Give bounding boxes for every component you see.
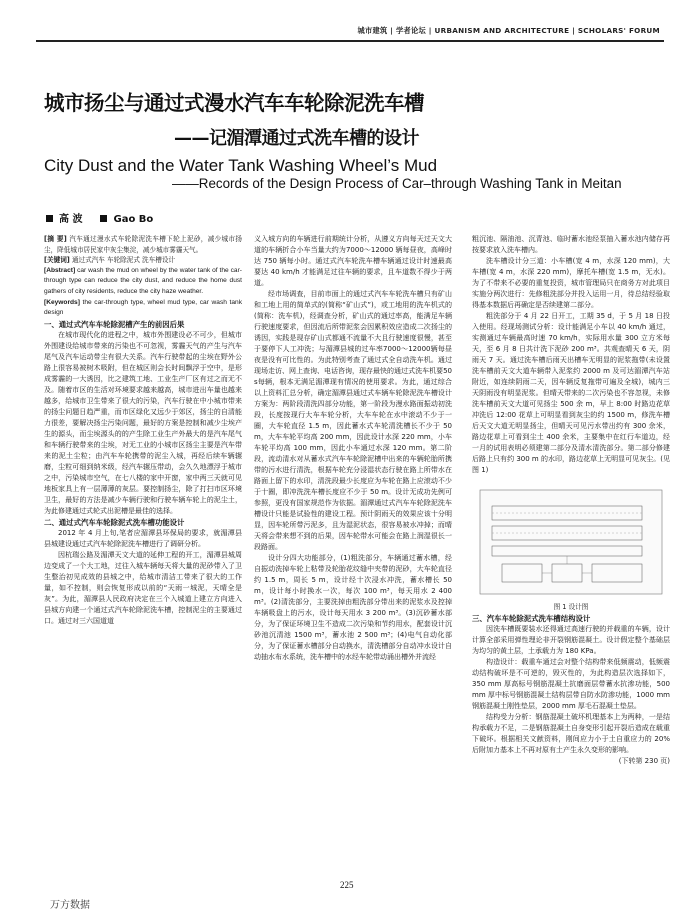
title-en: City Dust and the Water Tank Washing Wheel’s Mud [44, 156, 438, 175]
design-drawing-icon [472, 482, 670, 602]
paragraph: 经市场调查，目前市面上的通过式汽车车轮洗车槽只有矿山和工地上用的简单式的(简称“矿山式”)，或工地用的洗车机式的(简称：洗车机)，经调查分析，矿山式的通过率高，能满足车辆行驶速度要求，但因流后所带泥浆会因累积效应造成二次扬尘的诱因，实践是现存矿山式都通不流量不大且行驶速度很慢，甚至于要停下人工冲洗；与湄潭县城的过车率7000～12000辆每昼夜是没有可比性的。为此特别考查了通过式全自动洗车机。通过现场走访、网上查询、电话咨询，现存最快的通过式洗车机要50 s每辆，根本无满足湄潭现有情况的使用要求。为此，通过综合以上资料汇总分析，确定湄潭县通过式车辆车轮除泥洗车槽设计方案为：两阶段清洗四部分功能，第一阶段为漫水路面振动初洗段，长度按现行大车车轮分析，大车车轮在水中滚动不少于一圈，大车轮直径 1.5 m，因此蓄水式车轮清洗槽长不少于 50 m，大车车轮平均高 200 mm，因此设计水深 220 mm，小车车轮平均高 100 mm，因此小车通过水深 120 mm。第二阶段，流动清水对从蓄水式汽车车轮除泥槽中出来的车辆轮胎所携带的污水进行清洗，根据车轮充分浸湿状态行驶在路上所带水在路面上留下的水印，清洗段最少长度应为车轮在路上应滚动不少于十圈，即冲洗洗车槽长度应不少于 50 m。设计无成功先例可参照，更没有国家规范作为依据。湄潭通过式汽车车轮除泥洗车槽设计只能是试验性的建设工程。预计阴雨天的效果应该十分明显，因车轮所带污泥多，且为湿泥状态，很容易被水冲掉；而晴天将会带来想不到的后果，因车轮带水可能会在路上润湿很长一段路面。 [254, 290, 452, 551]
keywords-cn [44, 255, 242, 266]
abstract-cn [44, 234, 242, 255]
keywords-en-label: [Keywords] [44, 298, 80, 306]
running-header: 城市建筑 | 学者论坛 | URBANISM AND ARCHITECTURE | SCHOLARS' FORUM [357, 26, 660, 35]
paragraph: 2012 年 4 月上旬,笔者应湄潭县环保局的要求，就湄潭县县城建设通过式汽车轮除泥洗车槽进行了调研分析。 [44, 528, 242, 548]
author-cn: 高 波 [59, 214, 83, 225]
abstract-en [44, 266, 242, 298]
keywords-en-text: the car-through type, wheel mud type, car wash tank design [44, 298, 242, 317]
section-3-title: 三、汽车车轮除泥式洗车槽结构设计 [472, 614, 591, 623]
bullet-square-icon [100, 215, 107, 222]
abstract-cn-label: [摘 要] [44, 235, 67, 243]
continued-note: (下转第 230 页) [618, 757, 670, 765]
paragraph: 在城市现代化的进程之中，城市外围建设必不可少，但城市外围建设给城市带来的污染也不可忽视，雾霾天气的产生与汽车尾气及汽车运动带尘有很大关系。汽车行驶带起的尘埃在野外公路上很容易被树木吸附，但在城区则会长时间飘浮于空中，是形成雾霾的一大诱因，比之建筑工地、工业生产厂区有过之而无不及。随着市区的生活对环境要求越来越高，城市进出车量也越来越多，给城市卫生带来了很大的污染，汽车行驶在中小城市带来的扬尘问题日趋严重，而市区绿化又远少于郊区，扬尘的自清能力很差，要解决扬尘污染问题，最好的方案是控制和减少尘埃产生的源头，而尘埃源头的的产生除工业生产外最大的是汽车尾气和车辆行驶带来的尘埃，对无工业的小城市区扬尘主要是汽车带来的泥土尘粒；由汽车车轮携带的泥尘入城，再经后续车辆辗磨，尘粒可细到纳米级，经汽车辗压带动，会久久地漂浮于城市之中，污染城市空气，在七八楼的家中开窗，家中两三天就可见地板家具上有一层薄薄的灰层。要控制扬尘，除了打扫市区环境卫生，最好的方法是减少车辆行驶和行驶车辆车轮上的泥尘土，为此修建通过式轮式出泥槽是最佳的选择。 [44, 330, 242, 515]
paragraph: 粗洗部分于 4 月 22 日开工，工期 35 d，于 5 月 18 日投入使用。经现场测试分析：设计能满足小车以 40 km/h 通过，实测通过车辆最高时速 70 km/h，实际用水量 300 立方米每天，至 6 月 8 日共计洗下泥砂 200 m³。共观查晴天 6 天，阴雨天 7 天。通过洗车槽后雨天出槽车无明显的泥浆拖带(未设置洗车槽前天文大道车辆带入泥浆约 2000 m 及可达湄潭汽车站附近，如连续阴雨二天，因车辆反复拖带可遍及全城)，城内三天阴雨没有明显泥浆。但晴天带来的二次污染也不容忽视，未修洗车槽前天文大道可见扬尘 500 余 m，早上 8:00 时路边花草冲洗后 12:00 花草上可明显看到灰尘的约 1500 m，修洗车槽后天文大道无明显扬尘，但晴天可见污水带出约有 300 余米，路边花草上可看到尘土 400 余米，主要集中在红行车道边，经一月的试用表明必须建第二部分及清水清洗部分。第二部分修建后路上只有约 300 m 的水印，路边花草上无明显可见灰尘。(见图 1) [472, 312, 670, 474]
header-rule [36, 40, 664, 42]
paragraph: 因杭瑞公路及湄潭天文大道的延伸工程的开工，湄潭县城周边变成了一个大工地，过往入城车辆每天将大量的泥砂带入了卫生整治初见成效的县城之中，给城市清洁工带来了很大的工作量，如不控制，则会恢复形成以前的“天雨一城泥，天晴全是灰”。为此，湄潭县人民政府决定在三个入城道上建立方向进入县城方向建一个通过式汽车轮除泥洗车槽，控制泥尘的主要通过口。通过对三六国道道 [44, 550, 242, 625]
subtitle-cn: ——记湄潭通过式洗车槽的设计 [174, 128, 419, 149]
author-en: Gao Bo [113, 214, 154, 225]
abstract-en-label: [Abstract] [44, 266, 76, 274]
paragraph: 结构受力分析：钢筋混凝土破坏机理基本上为两种，一是结构承载力不足，二是钢筋混凝土自身变形引起开裂后造成在载重下破坏。根据相关文献资料，刚间应力小于土自重应力的 20%后附加力基本上不再对原有土产生永久变形的影响。 [472, 713, 670, 754]
section-2-title: 二、通过式汽车车轮除泥式洗车槽功能设计 [44, 517, 185, 527]
column-2 [254, 234, 452, 663]
page-number: 225 [340, 880, 354, 890]
section-1-title: 一、通过式汽车车轮除泥槽产生的前因后果 [44, 319, 185, 329]
paragraph: 洗车槽设计分三道：小车槽(宽 4 m，水深 120 mm)，大车槽(宽 4 m，水深 220 mm)，摩托车槽(宽 1.5 m，无水)。为了不带来不必要的重复投资，城市管理局只在商务方对此项目实施分两次进行：先修粗洗部分并投入运用一月，待总结经验取得基本数据后再确定是否续建第二部分。 [472, 257, 670, 309]
author-line [46, 210, 153, 225]
paragraph: 设计分四大功能部分，(1)粗洗部分，车辆通过蓄水槽，经自振动洗掉车轮上粘带及轮胎花纹缝中夹带的泥砂，大车轮直径约 1.5 m，周长 5 m，设计经十次浸水冲洗，蓄水槽长 50 m，设计每小时换水一次，每次 100 m³，每天用水 2 400 m³。(2)清洗部分，主要洗掉由粗洗部分带出来的泥浆水及控掉车辆吸盘上的污水，设计每天用水 3 200 m³。(3)沉砂蓄水部分，为了保证环境卫生不造成二次污染和节约用水，配套设计沉砂池沉清池 1500 m³，蓄水池 2 500 m³；(4)电气自动化部分，为了保证蓄水槽部分自动换水，清洗槽部分自动冲水设计自动抽水布水系统，洗车槽中的水经车轮带动涌出槽外并流经 [254, 554, 452, 661]
figure-caption: 图 1 设计图 [553, 603, 589, 611]
paragraph: 粗沉池、隔油池、沉青池、临时蓄水池经泵抽入蓄水池内储存再按要求放入洗车槽内。 [472, 235, 670, 254]
abstract-cn-text: 汽车通过漫水式车轮除泥洗车槽下轮上泥砂，减少城市扬尘，降低城市居民家中灰尘集淀，减少城市雾霾天气。 [44, 235, 242, 254]
figure-1-design-drawing [472, 482, 670, 602]
column-3 [472, 234, 670, 767]
keywords-cn-label: [关键词] [44, 256, 70, 265]
paragraph: 义入城方向的车辆进行前期统计分析，从遵义方向每天过天文大道的车辆折合小车当量大约为7000～12000 辆每昼夜，高峰时达 750 辆每小时。通过式汽车轮洗车槽车辆通过设计时速最高要达 40 km/h 才能满足过往车辆的要求，且车道数不得少于两道。 [254, 235, 452, 287]
paragraph: 构造设计：载重车通过会对整个结构带来低频震动，低频震动结构破坏是不可逆的，毁灭性的，为此构造层次选择如下，350 mm 厚高标号钢筋混凝土抗磨面层带蓄水抗渗功能，500 mm 厚中标号钢筋混凝土结构层带自防水防渗功能，1000 mm 钢筋混凝土刚性垫层，2000 mm 厚毛石混凝土垫层。 [472, 658, 670, 710]
bullet-square-icon [46, 215, 53, 222]
footer-watermark: 万方数据 [50, 900, 90, 911]
subtitle-en: ——Records of the Design Process of Car–through Washing Tank in Meitan [172, 176, 622, 191]
title-cn: 城市扬尘与通过式漫水汽车车轮除泥洗车槽 [44, 91, 424, 115]
paragraph: 因洗车槽既要装水还得通过高速行驶的并载重的车辆，设计计算全部采用弹性理论非开裂钢筋混凝土。设计假定整个基础层为均匀的黄土层，土承载力为 180 KPa。 [472, 625, 670, 655]
column-1 [44, 234, 242, 627]
keywords-en [44, 298, 242, 319]
keywords-cn-text: 通过式汽车 车轮除泥式 洗车槽设计 [71, 256, 176, 265]
abstract-en-text: car wash the mud on wheel by the water tank of the car-through type can reduce the city dust, and reduce the home dust gathers of city residents, reduce the city haze weather. [44, 266, 242, 295]
